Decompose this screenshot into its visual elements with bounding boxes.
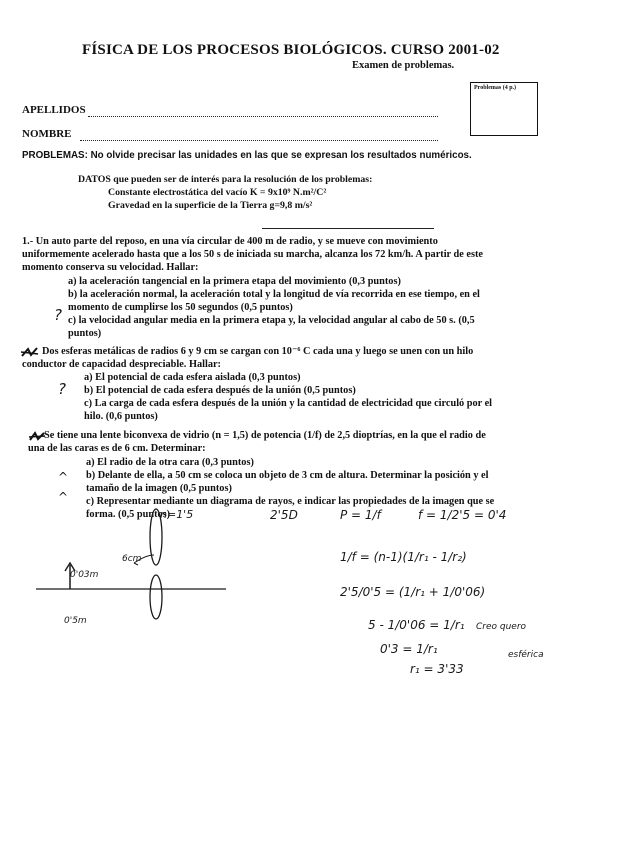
problem-1-c-2: puntos) (68, 328, 102, 339)
datos-gravity: Gravedad en la superficie de la Tierra g=9,8 m/s² (108, 200, 313, 211)
problem-2-intro-1: Dos esferas metálicas de radios 6 y 9 cm se cargan con 10⁻⁶ C cada una y luego se unen con un hilo (42, 346, 474, 357)
hw-lens-radius: 6cm (122, 554, 142, 564)
nombre-field[interactable] (80, 140, 438, 141)
problems-note (22, 150, 472, 161)
problem-1-intro-3: momento conserva su velocidad. Hallar: (22, 262, 199, 273)
problem-3-c-1: c) Representar mediante un diagrama de rayos, e indicar las propiedades de la imagen que se (86, 496, 495, 507)
problem-2-intro-2: conductor de capacidad despreciable. Hallar: (22, 359, 221, 370)
score-box-label: Problemas (4 p.) (474, 85, 517, 91)
problem-1-intro-1: 1.- Un auto parte del reposo, en una vía circular de 400 m de radio, y se mueve con movimiento (22, 236, 438, 247)
hw-equation-5: r₁ = 3'33 (410, 662, 464, 676)
problem-3-c-2: forma. (0,5 puntos) (86, 509, 171, 520)
datos-intro: DATOS que pueden ser de interés para la resolución de los problemas: (78, 174, 373, 185)
problem-3-intro-1: Se tiene una lente biconvexa de vidrio (n = 1,5) de potencia (1/f) de 2,5 dioptrías, en la que el radio de (44, 430, 486, 441)
hw-power-formula: P = 1/f (340, 508, 381, 522)
hw-equation-2: 2'5/0'5 = (1/r₁ + 1/0'06) (340, 585, 486, 599)
lens-ray-diagram (30, 505, 230, 645)
problems-note-label: PROBLEMAS: (22, 150, 88, 161)
problem-3-a: a) El radio de la otra cara (0,3 puntos) (86, 457, 254, 468)
problem-3-b-1: b) Delante de ella, a 50 cm se coloca un objeto de 3 cm de altura. Determinar la posición y el (86, 470, 489, 481)
hw-lens-n: n=1'5 (160, 508, 194, 521)
hw-object-distance: 0'5m (64, 616, 87, 626)
hw-scribble: esférica (508, 650, 544, 660)
problem-2-a: a) El potencial de cada esfera aislada (0,3 puntos) (84, 372, 301, 383)
problem-1-a: a) la aceleración tangencial en la primera etapa del movimiento (0,3 puntos) (68, 276, 401, 287)
lens-lower (150, 575, 162, 619)
hw-creo-note: Creo quero (476, 622, 527, 632)
problem-1-c-1: c) la velocidad angular media en la primera etapa y, la velocidad angular al cabo de 50 s. (0,5 (68, 315, 475, 326)
problem-2-c-2: hilo. (0,6 puntos) (84, 411, 158, 422)
problem-1-b-1: b) la aceleración normal, la aceleración total y la longitud de vía recorrida en ese tiempo, en el (68, 289, 480, 300)
problems-note-text: No olvide precisar las unidades en las que se expresan los resultados numéricos. (90, 150, 472, 161)
margin-caret-2: ^ (58, 490, 69, 504)
apellidos-field[interactable] (88, 116, 438, 117)
problem-3-intro-2: una de las caras es de 6 cm. Determinar: (28, 443, 206, 454)
margin-question-mark-2: ? (58, 380, 66, 398)
hw-focal-formula: f = 1/2'5 = 0'4 (418, 508, 507, 522)
hw-object-height: 0'03m (70, 570, 99, 580)
crossed-out-number-mark (20, 346, 40, 360)
hw-equation-4: 0'3 = 1/r₁ (380, 642, 438, 656)
hw-power-value: 2'5D (270, 508, 298, 522)
problem-1-intro-2: uniformemente acelerado hasta que a los 50 s de iniciada su marcha, alcanza los 72 km/h. A partir de este (22, 249, 483, 260)
nombre-label: NOMBRE (22, 128, 72, 140)
datos-constant: Constante electrostática del vacío K = 9x10⁹ N.m²/C² (108, 187, 327, 198)
problem-2-c-1: c) La carga de cada esfera después de la unión y la cantidad de electricidad que circuló por el (84, 398, 493, 409)
hw-lensmaker-equation: 1/f = (n-1)(1/r₁ - 1/r₂) (340, 550, 467, 564)
margin-caret-1: ^ (58, 470, 69, 484)
exam-title: FÍSICA DE LOS PROCESOS BIOLÓGICOS. CURSO 2001-02 (82, 42, 500, 58)
margin-question-mark-1: ? (54, 306, 62, 324)
score-box (470, 82, 538, 136)
apellidos-label: APELLIDOS (22, 104, 86, 116)
separator-line (262, 228, 434, 229)
exam-subtitle: Examen de problemas. (352, 60, 455, 71)
problem-3-b-2: tamaño de la imagen (0,5 puntos) (86, 483, 232, 494)
hw-equation-3: 5 - 1/0'06 = 1/r₁ (368, 618, 465, 632)
problem-2-b: b) El potencial de cada esfera después de la unión (0,5 puntos) (84, 385, 356, 396)
problem-1-b-2: momento de cumplirse los 50 segundos (0,5 puntos) (68, 302, 293, 313)
